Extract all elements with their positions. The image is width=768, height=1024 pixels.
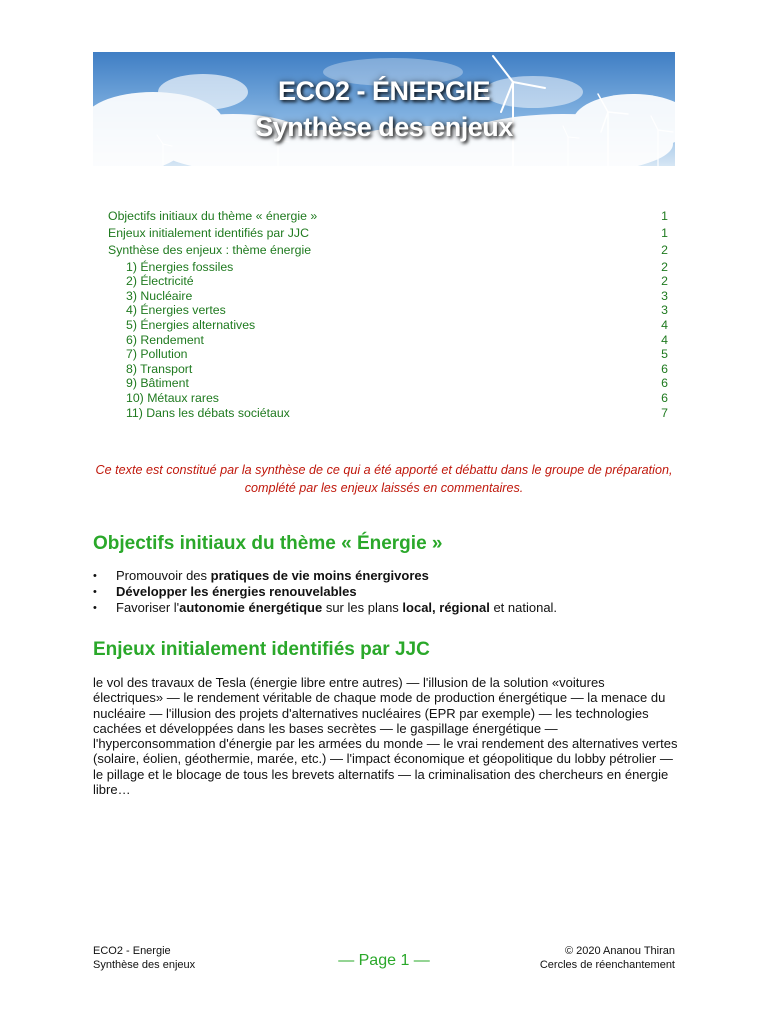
list-item: • Développer les énergies renouvelables	[93, 584, 357, 599]
list-item: • Favoriser l'autonomie énergétique sur les plans local, régional et national.	[93, 600, 558, 615]
section-heading-objectives: Objectifs initiaux du thème « Énergie »	[93, 533, 443, 554]
toc-entry[interactable]: 2) Électricité 2	[126, 274, 668, 289]
bullet-glyph: •	[93, 586, 97, 598]
toc-entry[interactable]: Synthèse des enjeux : thème énergie 2	[108, 243, 668, 258]
list-item: • Promouvoir des pratiques de vie moins énergivores	[93, 568, 429, 583]
toc-entry[interactable]: Objectifs initiaux du thème « énergie » 1	[108, 209, 668, 223]
toc-entry[interactable]: 5) Énergies alternatives 4	[126, 317, 668, 332]
toc-entry[interactable]: Enjeux initialement identifiés par JJC 1	[108, 226, 668, 241]
toc-entry[interactable]: 9) Bâtiment 6	[126, 376, 668, 391]
wind-turbines-banner-image	[93, 52, 675, 166]
banner-title: ECO2 - ÉNERGIE	[277, 76, 491, 106]
bullet-glyph: •	[93, 602, 97, 614]
toc-entry[interactable]: 10) Métaux rares 6	[126, 390, 668, 405]
section-heading-jjc: Enjeux initialement identifiés par JJC	[93, 639, 430, 660]
toc-entry[interactable]: 8) Transport 6	[126, 361, 668, 376]
footer-doc-title: ECO2 - Energie	[93, 945, 171, 957]
jjc-paragraph: le vol des travaux de Tesla (énergie libre entre autres) — l'illusion de la solution «voitures électriques» — le rendement véritable de chaque mode de production énergétique — la menace du nucléaire — l'illusion des projets d'alternatives nucléaires (EPR par exemple) — les technologies cachées et développées dans les bases secrètes — le gaspillage énergétique — l'hyperconsommation d'énergie par les armées du monde — le vrai rendement des alternatives vertes (solaire, éolien, géothermie, marée, etc.) — l'impact économique et géopolitique du lobby pétrolier — le pillage et le blocage de tous les brevets alternatifs — la criminalisation des chercheurs en énergie libre…	[93, 675, 678, 798]
page-number: — Page 1 —	[338, 952, 430, 969]
footer-right	[540, 945, 675, 972]
table-of-contents	[108, 208, 668, 420]
footer-copyright: © 2020 Ananou Thiran	[564, 945, 675, 957]
bullet-glyph: •	[93, 570, 97, 582]
footer-organization: Cercles de réenchantement	[539, 958, 675, 971]
toc-entry[interactable]: 6) Rendement 4	[126, 332, 668, 347]
toc-entry[interactable]: 7) Pollution 5	[126, 347, 668, 362]
objectives-list	[93, 568, 693, 616]
toc-entry[interactable]: 11) Dans les débats sociétaux 7	[126, 405, 668, 420]
toc-entry[interactable]: 1) Énergies fossiles 2	[126, 259, 668, 274]
header-banner	[93, 52, 675, 166]
banner-subtitle: Synthèse des enjeux	[255, 112, 513, 142]
toc-entry[interactable]: 4) Énergies vertes 3	[126, 303, 668, 318]
toc-entry[interactable]: 3) Nucléaire 3	[126, 288, 668, 303]
footer-doc-subtitle: Synthèse des enjeux	[93, 958, 196, 971]
intro-note: Ce texte est constitué par la synthèse de ce qui a été apporté et débattu dans le groupe de préparation, complété par les enjeux laissés en commentaires.	[95, 463, 673, 495]
